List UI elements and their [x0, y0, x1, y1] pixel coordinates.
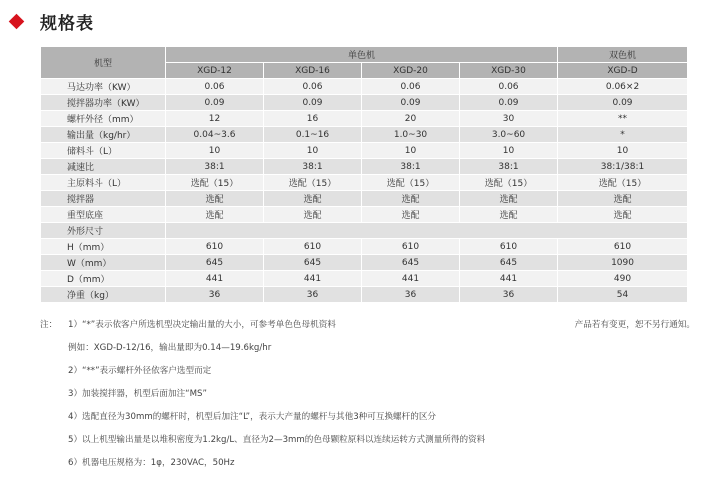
table-cell: 38:1/38:1: [558, 159, 688, 175]
table-cell: 38:1: [460, 159, 558, 175]
table-cell: 0.1~16: [264, 127, 362, 143]
note-line: 5）以上机型输出量是以堆积密度为1.2kg/L、直径为2—3mm的色母颗粒原料以连续运转方式测量所得的资料: [68, 435, 486, 445]
table-cell: 12: [166, 111, 264, 127]
table-cell: 645: [264, 255, 362, 271]
table-cell: 选配: [362, 207, 460, 223]
table-cell: 选配: [460, 191, 558, 207]
row-label: 螺杆外径（mm）: [41, 111, 166, 127]
table-cell: 441: [264, 271, 362, 287]
note-line: 2）“**”表示螺杆外径依客户选型而定: [68, 366, 212, 376]
note-line: 1）“*”表示依客户所选机型决定输出量的大小，可参考单色色母机资料: [68, 320, 336, 330]
table-cell: 54: [558, 287, 688, 303]
note-line: 4）选配直径为30mm的螺杆时，机型后加注“L”，表示大产量的螺杆与其他3种可互换螺杆的区分: [68, 412, 437, 422]
table-row: [41, 287, 688, 303]
table-cell: 645: [362, 255, 460, 271]
table-cell: 10: [166, 143, 264, 159]
note-line: 6）机器电压规格为：1φ，230VAC，50Hz: [68, 458, 235, 468]
table-cell: 选配: [558, 207, 688, 223]
table-cell: 0.09: [362, 95, 460, 111]
table-cell: 选配: [264, 191, 362, 207]
row-label: 重型底座: [41, 207, 166, 223]
table-row: [41, 111, 688, 127]
table-cell: 0.09: [460, 95, 558, 111]
table-cell: 38:1: [264, 159, 362, 175]
row-label: 搅拌器: [41, 191, 166, 207]
table-cell: 0.06×2: [558, 79, 688, 95]
table-cell: 490: [558, 271, 688, 287]
model-name: XGD-12: [166, 63, 264, 79]
section-filler: [166, 223, 688, 239]
table-cell: 38:1: [166, 159, 264, 175]
table-cell: 20: [362, 111, 460, 127]
table-row: [41, 239, 688, 255]
dual-color-header: 双色机: [558, 47, 688, 63]
table-cell: 0.04~3.6: [166, 127, 264, 143]
page-title: 规格表: [40, 13, 94, 34]
table-cell: 610: [264, 239, 362, 255]
row-label: 减速比: [41, 159, 166, 175]
table-row: [41, 255, 688, 271]
row-label: 马达功率（KW）: [41, 79, 166, 95]
table-cell: 选配: [264, 207, 362, 223]
table-cell: 选配: [362, 191, 460, 207]
table-cell: 1.0~30: [362, 127, 460, 143]
title-row: [8, 10, 94, 32]
table-cell: 0.06: [264, 79, 362, 95]
table-cell: 36: [166, 287, 264, 303]
table-row: [41, 175, 688, 191]
table-cell: 选配（15）: [558, 175, 688, 191]
table-cell: 30: [460, 111, 558, 127]
table-cell: 441: [166, 271, 264, 287]
table-cell: 645: [460, 255, 558, 271]
table-cell: 10: [264, 143, 362, 159]
row-label: 主原料斗（L）: [41, 175, 166, 191]
model-name: XGD-D: [558, 63, 688, 79]
dimension-section-label: 外形尺寸: [41, 223, 166, 239]
table-cell: 38:1: [362, 159, 460, 175]
note-line: 例如：XGD-D-12/16，输出量即为0.14—19.6kg/hr: [68, 343, 272, 353]
model-header: 机型: [41, 47, 166, 79]
single-color-header: 单色机: [166, 47, 558, 63]
table-cell: 441: [362, 271, 460, 287]
table-row: [41, 271, 688, 287]
table-cell: 0.06: [362, 79, 460, 95]
table-row: [41, 159, 688, 175]
model-name: XGD-20: [362, 63, 460, 79]
spec-table-body: [41, 79, 688, 303]
table-cell: 610: [166, 239, 264, 255]
table-cell: 3.0~60: [460, 127, 558, 143]
table-row: [41, 207, 688, 223]
table-cell: 10: [362, 143, 460, 159]
table-cell: 0.09: [264, 95, 362, 111]
table-cell: 36: [460, 287, 558, 303]
table-cell: 0.06: [460, 79, 558, 95]
table-cell: 16: [264, 111, 362, 127]
table-cell: 610: [362, 239, 460, 255]
note-line: 3）加装搅拌器，机型后面加注“MS”: [68, 389, 207, 399]
table-cell: 441: [460, 271, 558, 287]
table-row: [41, 143, 688, 159]
row-label: W（mm）: [41, 255, 166, 271]
table-row: [41, 191, 688, 207]
header-row-1: [41, 47, 688, 63]
table-cell: *: [558, 127, 688, 143]
table-cell: 选配（15）: [264, 175, 362, 191]
row-label: 搅拌器功率（KW）: [41, 95, 166, 111]
diamond-bullet-icon: [9, 13, 25, 29]
table-row: [41, 79, 688, 95]
table-cell: 选配: [460, 207, 558, 223]
table-cell: **: [558, 111, 688, 127]
table-cell: 610: [460, 239, 558, 255]
table-cell: 0.06: [166, 79, 264, 95]
table-cell: 0.09: [558, 95, 688, 111]
table-cell: 选配（15）: [362, 175, 460, 191]
section-row: [41, 223, 688, 239]
row-label: 储料斗（L）: [41, 143, 166, 159]
notes-right-disclaimer: 产品若有变更，恕不另行通知。: [574, 320, 695, 330]
row-label: 输出量（kg/hr）: [41, 127, 166, 143]
table-cell: 10: [460, 143, 558, 159]
model-name: XGD-16: [264, 63, 362, 79]
table-row: [41, 127, 688, 143]
model-name: XGD-30: [460, 63, 558, 79]
table-cell: 36: [362, 287, 460, 303]
table-cell: 选配: [166, 191, 264, 207]
spec-table: [40, 46, 688, 303]
table-cell: 36: [264, 287, 362, 303]
row-label: D（mm）: [41, 271, 166, 287]
notes-prefix: 注：: [40, 320, 58, 330]
table-cell: 610: [558, 239, 688, 255]
table-cell: 选配（15）: [460, 175, 558, 191]
table-cell: 1090: [558, 255, 688, 271]
table-cell: 选配（15）: [166, 175, 264, 191]
table-cell: 0.09: [166, 95, 264, 111]
table-cell: 10: [558, 143, 688, 159]
table-cell: 645: [166, 255, 264, 271]
row-label: 净重（kg）: [41, 287, 166, 303]
table-cell: 选配: [166, 207, 264, 223]
row-label: H（mm）: [41, 239, 166, 255]
table-cell: 选配: [558, 191, 688, 207]
table-row: [41, 95, 688, 111]
